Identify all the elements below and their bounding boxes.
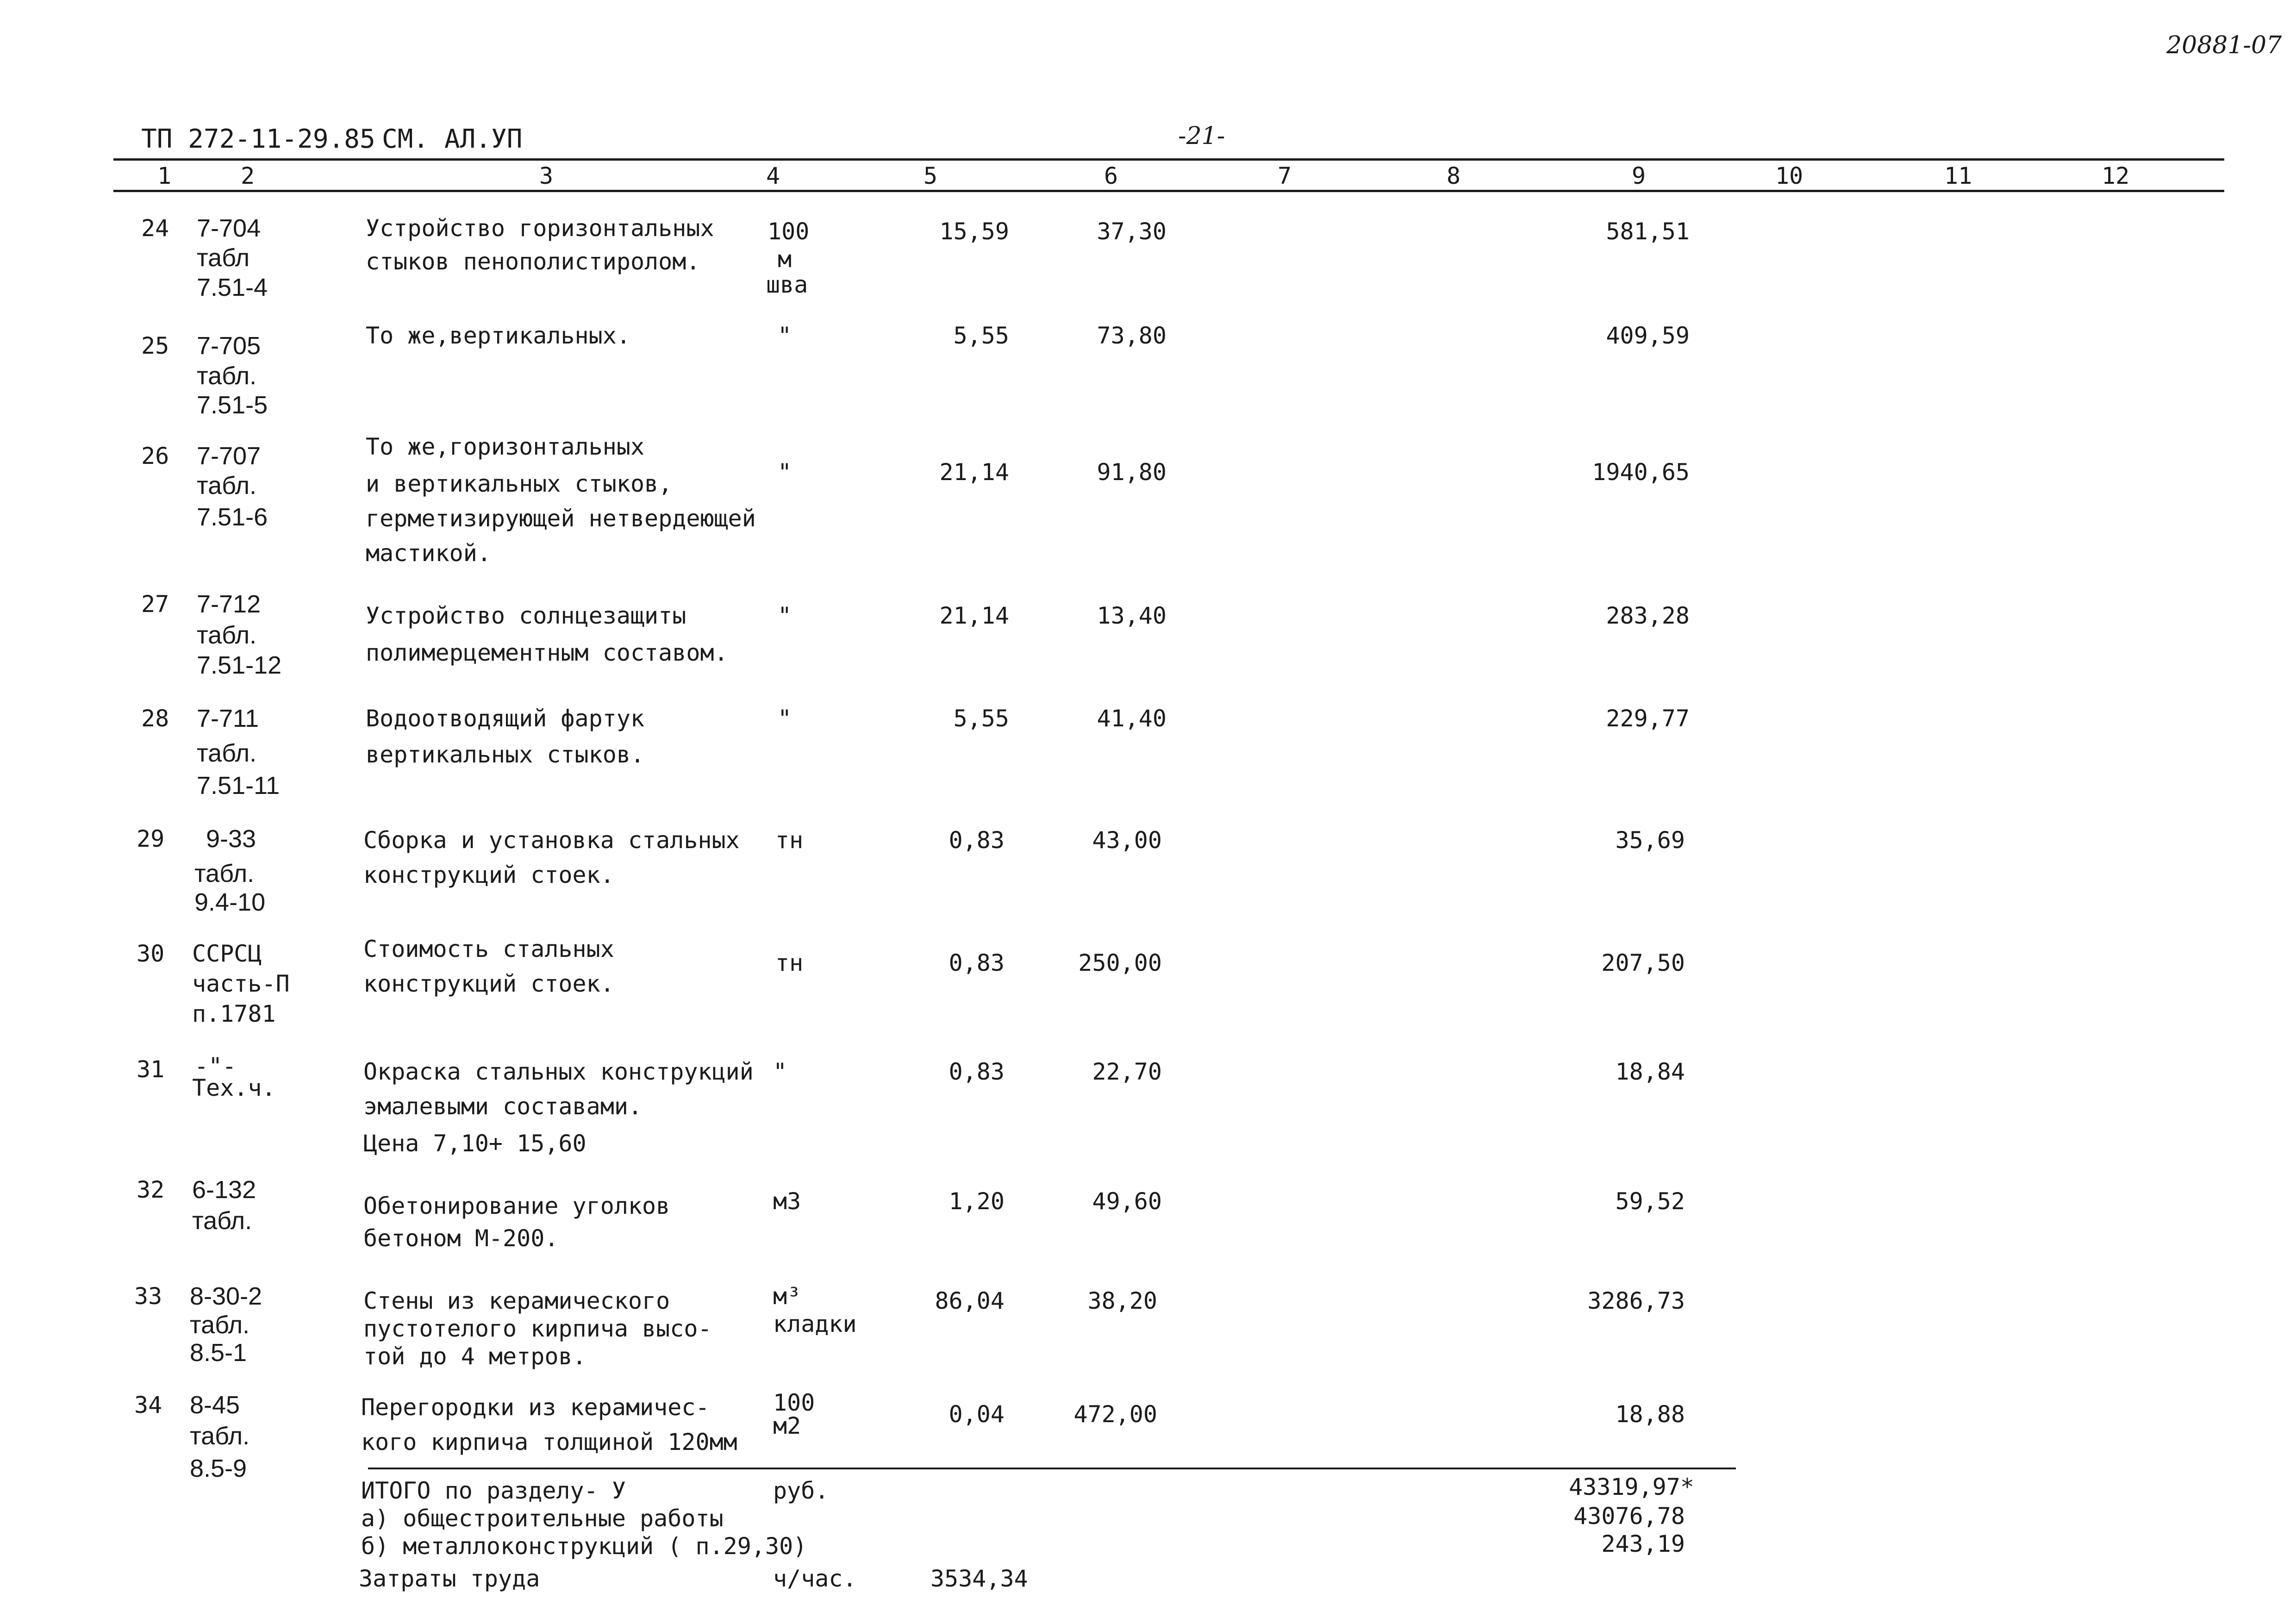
unit-line: " <box>778 705 792 732</box>
norm-code-line: 7.51-6 <box>197 503 268 531</box>
norm-code-line: табл. <box>197 621 257 649</box>
norm-code-line: табл. <box>190 1311 250 1339</box>
row-number: 27 <box>141 591 169 618</box>
norm-code-line: 9.4-10 <box>194 888 266 916</box>
norm-code-line: 7-711 <box>197 705 259 732</box>
unit-price: 38,20 <box>1087 1287 1157 1314</box>
col-num-1: 1 <box>157 162 172 189</box>
header-rule-top <box>113 158 2224 161</box>
total-cost: 59,52 <box>1615 1188 1685 1215</box>
quantity: 0,83 <box>948 827 1004 854</box>
quantity: 15,59 <box>939 218 1009 245</box>
unit-line: м <box>778 246 792 273</box>
page-number: -21- <box>1178 122 1225 150</box>
unit-price: 250,00 <box>1078 949 1162 976</box>
row-number: 32 <box>137 1176 165 1203</box>
work-description-line: и вертикальных стыков, <box>366 470 673 497</box>
row-number: 29 <box>137 825 165 852</box>
work-description-line: конструкций стоек. <box>363 970 614 997</box>
unit-line: " <box>773 1058 787 1085</box>
row-number: 33 <box>134 1283 162 1310</box>
work-description-line: Окраска стальных конструкций <box>363 1058 754 1085</box>
total-cost: 18,88 <box>1615 1401 1685 1428</box>
norm-code-line: часть-П <box>192 970 290 997</box>
work-description-line: герметизирующей нетвердеющей <box>366 505 756 532</box>
norm-code-line: табл. <box>194 860 255 887</box>
unit-price: 73,80 <box>1097 322 1167 349</box>
row-number: 30 <box>137 940 165 967</box>
work-description-line: Стоимость стальных <box>363 936 614 962</box>
norm-code-line: п.1781 <box>192 1000 276 1027</box>
norm-code-line: 8.5-9 <box>190 1455 247 1482</box>
norm-code-line: 8-45 <box>190 1391 240 1419</box>
doc-reference: СМ. АЛ.УП <box>382 124 523 154</box>
norm-code-line: -"- <box>194 1053 237 1080</box>
norm-code-line: 8.5-1 <box>190 1339 247 1367</box>
summary-general-works-value: 43076,78 <box>1573 1503 1685 1530</box>
norm-code-line: табл. <box>197 739 257 767</box>
total-cost: 409,59 <box>1606 322 1690 349</box>
unit-price: 91,80 <box>1097 459 1167 486</box>
col-num-10: 10 <box>1775 162 1803 189</box>
unit-price: 13,40 <box>1097 602 1167 629</box>
total-cost: 1940,65 <box>1592 459 1690 486</box>
norm-code-line: 7.51-12 <box>197 651 282 679</box>
col-num-12: 12 <box>2102 162 2130 189</box>
header-rule-bottom <box>113 190 2224 192</box>
work-description-line: вертикальных стыков. <box>366 741 645 768</box>
work-description-line: стыков пенополистиролом. <box>366 248 700 275</box>
total-cost: 229,77 <box>1606 705 1690 732</box>
work-description-line: эмалевыми составами. <box>363 1093 643 1120</box>
quantity: 86,04 <box>935 1287 1004 1314</box>
total-cost: 3286,73 <box>1587 1287 1685 1314</box>
unit-line: тн <box>775 949 804 976</box>
unit-line: 100 <box>773 1389 815 1416</box>
norm-code-line: 8-30-2 <box>190 1282 262 1310</box>
norm-code-line: табл <box>197 244 250 272</box>
col-num-2: 2 <box>241 162 255 189</box>
norm-code-line: Тех.ч. <box>192 1074 276 1101</box>
work-description-line: пустотелого кирпича высо- <box>363 1315 712 1342</box>
norm-code-line: 7-712 <box>197 590 261 618</box>
work-description-line: То же,горизонтальных <box>366 433 645 460</box>
work-description-line: Устройство горизонтальных <box>366 215 714 242</box>
norm-code-line: 7.51-5 <box>197 391 268 419</box>
summary-general-works-label: а) общестроительные работы <box>361 1505 724 1532</box>
quantity: 21,14 <box>939 459 1009 486</box>
work-description-line: кого кирпича толщиной 120мм <box>361 1429 737 1455</box>
quantity: 0,83 <box>948 949 1004 976</box>
unit-line: " <box>778 322 792 349</box>
unit-line: м³ <box>773 1283 801 1310</box>
work-description-line: конструкций стоек. <box>363 862 614 888</box>
unit-line: 100 <box>767 218 810 245</box>
col-num-11: 11 <box>1944 162 1972 189</box>
col-num-3: 3 <box>539 162 554 189</box>
work-description-line: полимерцементным составом. <box>366 639 728 666</box>
norm-code-line: 9-33 <box>206 825 256 853</box>
work-description-line: Обетонирование уголков <box>363 1193 670 1219</box>
work-description-line: мастикой. <box>366 540 491 567</box>
quantity: 0,83 <box>948 1058 1004 1085</box>
unit-price: 43,00 <box>1092 827 1162 854</box>
unit-line: шва <box>766 271 808 298</box>
row-number: 28 <box>141 705 169 732</box>
total-cost: 283,28 <box>1606 602 1690 629</box>
total-cost: 35,69 <box>1615 827 1685 854</box>
labor-cost-label: Затраты труда <box>359 1565 540 1592</box>
norm-code-line: табл. <box>192 1207 252 1235</box>
norm-code-line: 7.51-11 <box>197 772 280 800</box>
labor-cost-unit: ч/час. <box>773 1565 857 1592</box>
norm-code-line: ССРСЦ <box>192 940 262 967</box>
unit-line: " <box>778 602 792 629</box>
summary-total-unit: руб. <box>773 1477 829 1504</box>
summary-total-label: ИТОГО по разделу- У <box>361 1477 626 1504</box>
unit-price: 37,30 <box>1097 218 1167 245</box>
row-number: 24 <box>141 215 169 242</box>
norm-code-line: 7-704 <box>197 214 261 242</box>
archive-number: 20881-07 <box>2166 31 2282 59</box>
unit-price: 22,70 <box>1092 1058 1162 1085</box>
work-description-line: бетоном М-200. <box>363 1225 559 1252</box>
norm-code-line: 7.51-4 <box>197 274 268 301</box>
col-num-9: 9 <box>1632 162 1646 189</box>
norm-code-line: 6-132 <box>192 1176 256 1204</box>
doc-code: ТП 272-11-29.85 <box>141 124 375 154</box>
col-num-6: 6 <box>1104 162 1118 189</box>
row-number: 25 <box>141 332 169 359</box>
unit-line: " <box>778 459 792 486</box>
unit-line: м2 <box>773 1412 801 1439</box>
quantity: 1,20 <box>948 1188 1004 1215</box>
unit-price: 49,60 <box>1092 1188 1162 1215</box>
col-num-7: 7 <box>1278 162 1292 189</box>
norm-code-line: 7-705 <box>197 332 261 360</box>
quantity: 5,55 <box>953 705 1009 732</box>
work-description-line: То же,вертикальных. <box>366 322 630 349</box>
total-cost: 581,51 <box>1606 218 1690 245</box>
norm-code-line: 7-707 <box>197 442 261 470</box>
unit-line: тн <box>775 827 804 854</box>
row-number: 26 <box>141 443 169 469</box>
col-num-5: 5 <box>923 162 938 189</box>
summary-rule <box>368 1468 1736 1469</box>
norm-code-line: табл. <box>190 1422 250 1450</box>
unit-price: 41,40 <box>1097 705 1167 732</box>
total-cost: 207,50 <box>1601 949 1685 976</box>
row-number: 31 <box>137 1056 165 1083</box>
norm-code-line: табл. <box>197 362 257 390</box>
quantity: 21,14 <box>939 602 1009 629</box>
col-num-4: 4 <box>766 162 780 189</box>
summary-steel-value: 243,19 <box>1601 1530 1685 1557</box>
norm-code-line: табл. <box>197 472 257 500</box>
row-number: 34 <box>134 1392 162 1418</box>
work-description-line: той до 4 метров. <box>363 1343 586 1370</box>
work-description-line: Водоотводящий фартук <box>366 705 645 732</box>
work-description-line: Цена 7,10+ 15,60 <box>363 1130 586 1157</box>
total-cost: 18,84 <box>1615 1058 1685 1085</box>
col-num-8: 8 <box>1447 162 1461 189</box>
summary-total-value: 43319,97* <box>1569 1474 1694 1500</box>
work-description-line: Устройство солнцезащиты <box>366 602 686 629</box>
work-description-line: Перегородки из керамичес- <box>361 1394 710 1421</box>
work-description-line: Сборка и установка стальных <box>363 827 740 854</box>
quantity: 5,55 <box>953 322 1009 349</box>
unit-line: кладки <box>773 1311 857 1337</box>
unit-line: м3 <box>773 1188 801 1215</box>
unit-price: 472,00 <box>1073 1401 1157 1428</box>
quantity: 0,04 <box>948 1401 1004 1428</box>
summary-steel-label: б) металлоконструкций ( п.29,30) <box>361 1533 807 1560</box>
labor-cost-value: 3534,34 <box>930 1565 1028 1592</box>
work-description-line: Стены из керамического <box>363 1287 670 1314</box>
